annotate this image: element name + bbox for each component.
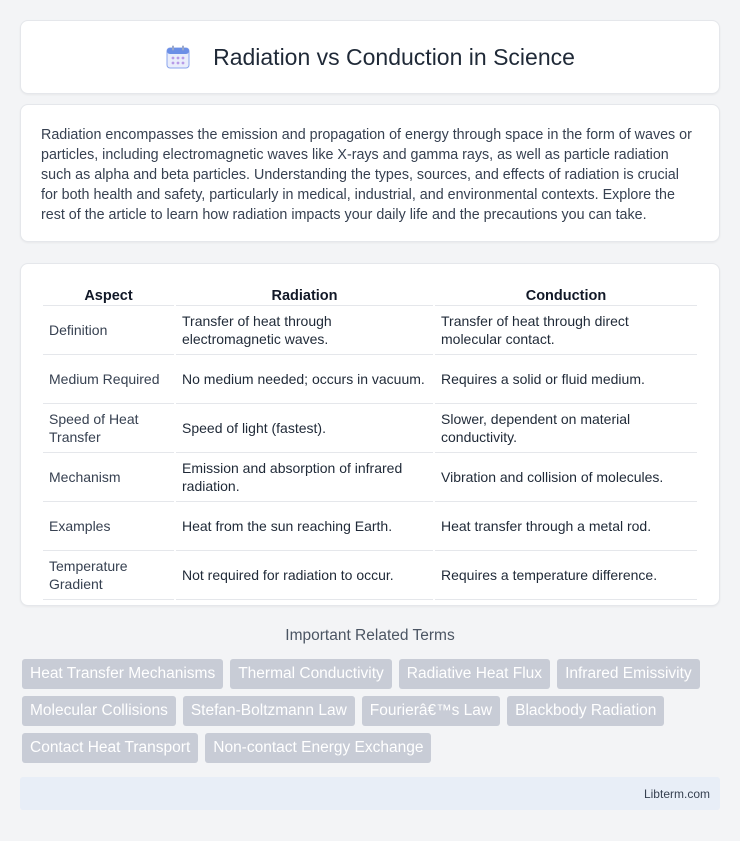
- conduction-cell: Transfer of heat through direct molecular contact.: [435, 306, 697, 355]
- aspect-cell: Medium Required: [43, 355, 174, 404]
- related-terms-list: [22, 659, 722, 763]
- intro-text: Radiation encompasses the emission and propagation of energy through space in the form of waves or particles, including electromagnetic waves like X-rays and gamma rays, as well as particle radiation such as alpha and beta particles. Understanding the types, sources, and effects of radiation is crucial for both health and safety, particularly in medical, industrial, and environmental contexts. Explore the rest of the article to learn how radiation impacts your daily life and the precautions you can take.: [41, 127, 692, 223]
- conduction-cell: Slower, dependent on material conductivity.: [435, 404, 697, 453]
- aspect-cell: Definition: [43, 306, 174, 355]
- intro-card: [20, 104, 720, 242]
- radiation-cell: Heat from the sun reaching Earth.: [176, 502, 433, 551]
- term-tag[interactable]: Molecular Collisions: [22, 696, 176, 726]
- term-tag[interactable]: Blackbody Radiation: [507, 696, 664, 726]
- term-tag[interactable]: Infrared Emissivity: [557, 659, 700, 689]
- header-conduction: Conduction: [435, 282, 697, 306]
- term-tag[interactable]: Stefan-Boltzmann Law: [183, 696, 355, 726]
- aspect-cell: Speed of Heat Transfer: [43, 404, 174, 453]
- table-row: [43, 453, 697, 502]
- calendar-icon: [165, 44, 191, 70]
- term-tag[interactable]: Non-contact Energy Exchange: [205, 733, 431, 763]
- radiation-cell: Transfer of heat through electromagnetic waves.: [176, 306, 433, 355]
- term-tag[interactable]: Radiative Heat Flux: [399, 659, 550, 689]
- footer: [20, 777, 720, 810]
- table-row: [43, 404, 697, 453]
- footer-site-link[interactable]: Libterm.com: [643, 786, 710, 801]
- term-tag[interactable]: Contact Heat Transport: [22, 733, 198, 763]
- header-radiation: Radiation: [176, 282, 433, 306]
- table-header-row: [43, 282, 697, 306]
- comparison-table-card: [20, 263, 720, 606]
- header-card: [20, 20, 720, 94]
- radiation-cell: Not required for radiation to occur.: [176, 551, 433, 600]
- table-row: [43, 551, 697, 600]
- related-terms-title: Important Related Terms: [285, 627, 455, 644]
- conduction-cell: Heat transfer through a metal rod.: [435, 502, 697, 551]
- aspect-cell: Temperature Gradient: [43, 551, 174, 600]
- radiation-cell: Emission and absorption of infrared radiation.: [176, 453, 433, 502]
- aspect-cell: Examples: [43, 502, 174, 551]
- page-title: Radiation vs Conduction in Science: [213, 43, 575, 70]
- table-row: [43, 502, 697, 551]
- table-row: [43, 355, 697, 404]
- term-tag[interactable]: Heat Transfer Mechanisms: [22, 659, 223, 689]
- aspect-cell: Mechanism: [43, 453, 174, 502]
- table-row: [43, 306, 697, 355]
- conduction-cell: Vibration and collision of molecules.: [435, 453, 697, 502]
- radiation-cell: No medium needed; occurs in vacuum.: [176, 355, 433, 404]
- conduction-cell: Requires a solid or fluid medium.: [435, 355, 697, 404]
- conduction-cell: Requires a temperature difference.: [435, 551, 697, 600]
- radiation-cell: Speed of light (fastest).: [176, 404, 433, 453]
- header-aspect: Aspect: [43, 282, 174, 306]
- comparison-table: [41, 282, 699, 600]
- term-tag[interactable]: Fourierâ€™s Law: [362, 696, 500, 726]
- term-tag[interactable]: Thermal Conductivity: [230, 659, 392, 689]
